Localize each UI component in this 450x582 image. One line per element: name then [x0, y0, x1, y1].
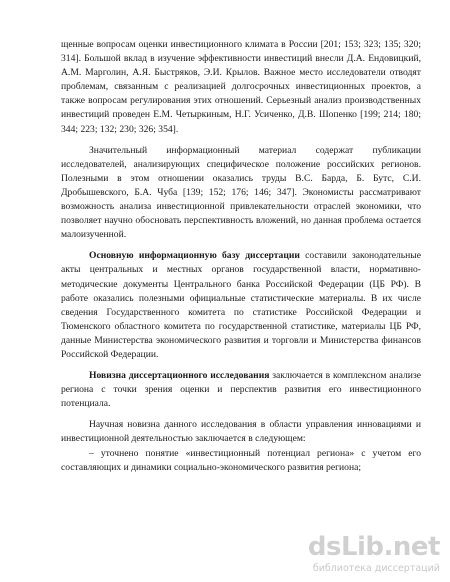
watermark-subtitle: библиотека диссертаций: [312, 563, 440, 574]
paragraph-6-text: – уточнено понятие «инвестиционный потенциал региона» с учетом его составляющих и динамики социально-экономического развития региона;: [61, 447, 421, 473]
paragraph-1-text: щенные вопросам оценки инвестиционного климата в России [201; 153; 323; 135; 320; 314]. Большой вклад в изучение эффективности инвестиций внесли Д.А. Ендовицкий, А.М. Марголин, А.Я. Быстряков, Э.И. Крылов. Важное место исследователи отводят проблемам, связанным с реализацией долгосрочных инвестиционных проектов, а также вопросам регулирования этих отношений. Серьезный анализ производственных инвестиций проведен Е.М. Четыркиным, Н.Г. Усиченко, Д.В. Шопенко [199; 214; 180; 344; 223; 132; 230; 326; 354].: [61, 39, 421, 135]
paragraph-3-text: составили законодательные акты центральных и местных органов государственной власти, нормативно-методические документы Центрального банка Российской Федерации (ЦБ РФ). В работе оказались полезными официальные статистические материалы. В их числе сведения Государственного комитета по статистике Российской Федерации и Тюменского областного комитета по государственной статистике, материалы ЦБ РФ, данные Министерства экономического развития и торговли и Министерства финансов Российской Федерации.: [61, 250, 421, 360]
paragraph-2-text: Значительный информационный материал содержат публикации исследователей, анализирующих специфическое положение российских регионов. Полезными в этом отношении оказались труды В.С. Барда, Б. Бутс, С.И. Дробышевского, Б.А. Чуба [139; 152; 176; 146; 347]. Экономисты рассматривают возможность анализа инвестиционной привлекательности отраслей экономики, что позволяет научно обосновать перспективность вложений, но данная проблема остается малоизученной.: [61, 144, 421, 241]
dslib-watermark: [300, 532, 440, 578]
paragraph-5-text: Научная новизна данного исследования в области управления инновациями и инвестиционной деятельностью заключается в следующем:: [61, 419, 421, 445]
watermark-logo: dsLib.net: [307, 532, 440, 562]
paragraph-2: [61, 144, 421, 243]
paragraph-5: [61, 418, 421, 446]
paragraph-4: [61, 369, 421, 411]
paragraph-1: [61, 38, 421, 137]
paragraph-6: [61, 447, 421, 475]
paragraph-4-text: заключается в комплексном анализе региона с точки зрения оценки и перспектив развития его инвестиционного потенциала.: [61, 370, 421, 410]
document-body: [61, 38, 421, 475]
paragraph-4-bold-lead: Новизна диссертационного исследования: [89, 370, 270, 382]
paragraph-3-bold-lead: Основную информационную базу диссертации: [89, 250, 300, 262]
paragraph-3: [61, 249, 421, 362]
